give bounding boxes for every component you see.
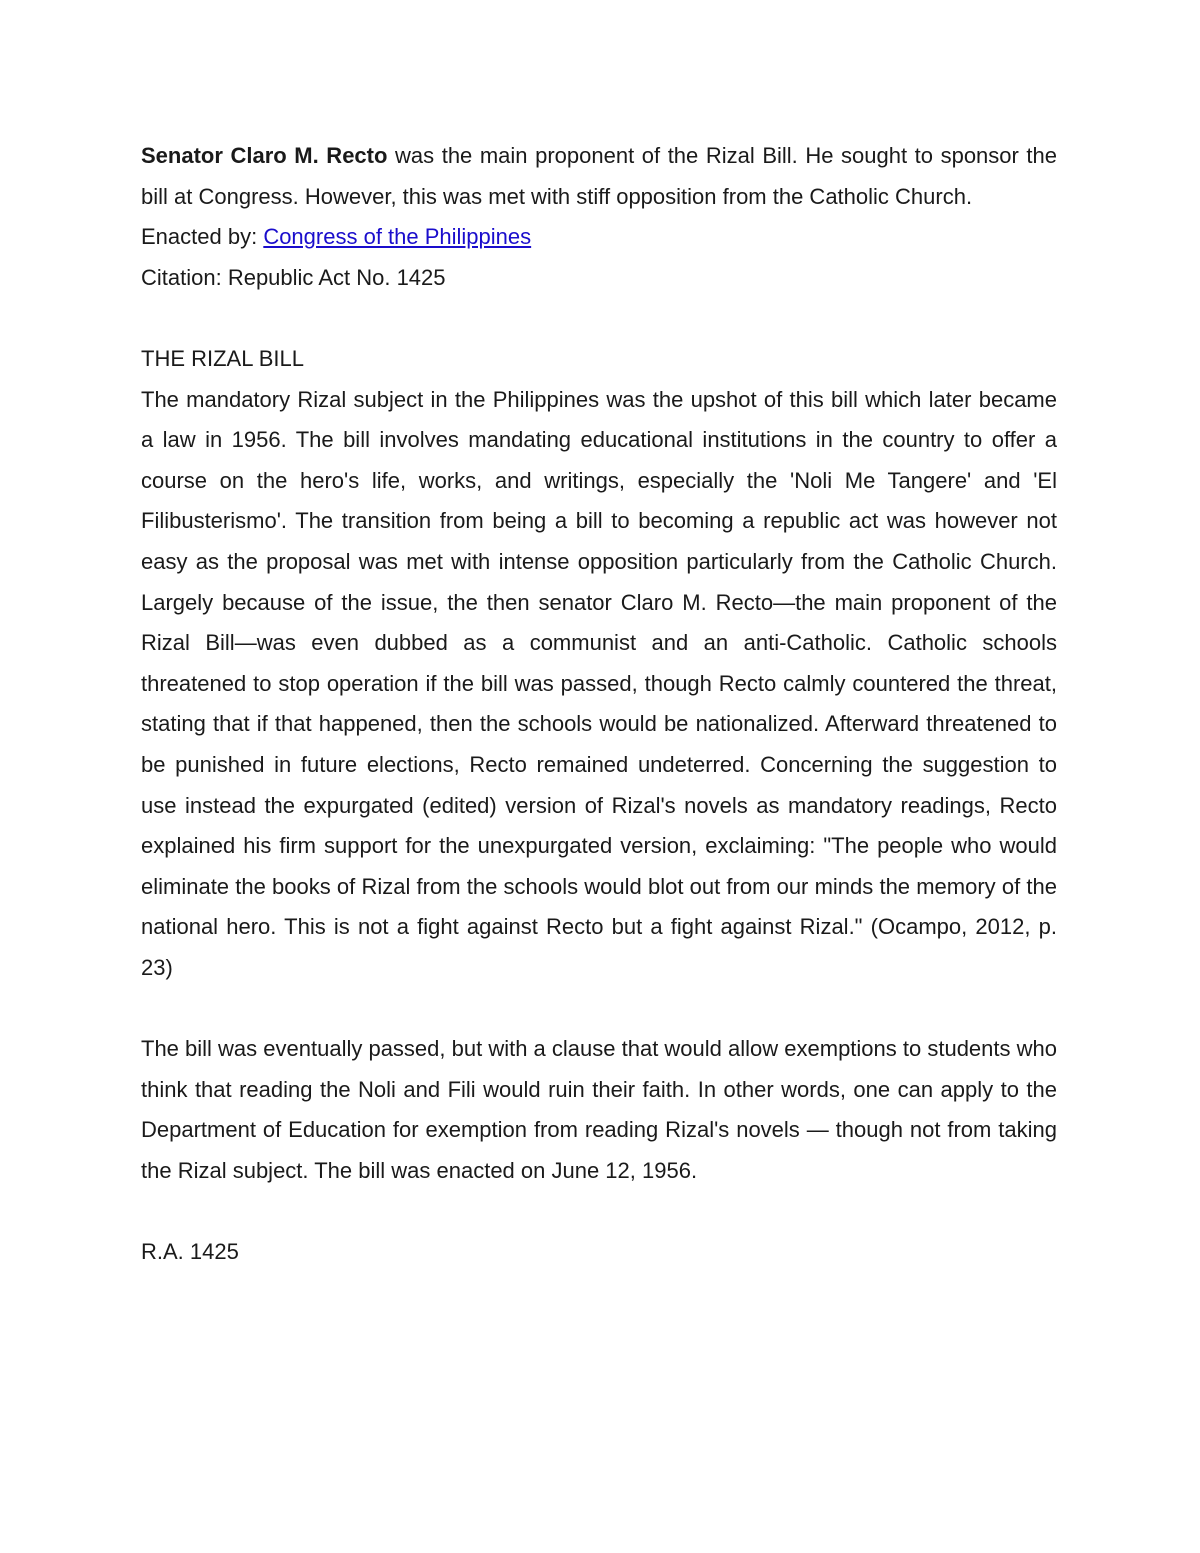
intro-paragraph [141, 136, 1057, 217]
document-page [141, 136, 1057, 1273]
spacer [141, 298, 1057, 339]
citation-line: Citation: Republic Act No. 1425 [141, 264, 446, 290]
body-paragraph: The mandatory Rizal subject in the Philippines was the upshot of this bill which later became a law in 1956. The bill involves mandating educational institutions in the country to offer a course on the hero's life, works, and writings, especially the 'Noli Me Tangere' and 'El Filibusterismo'. The transition from being a bill to becoming a republic act was however not easy as the proposal was met with intense opposition particularly from the Catholic Church. Largely because of the issue, the then senator Claro M. Recto—the main proponent of the Rizal Bill—was even dubbed as a communist and an anti-Catholic. Catholic schools threatened to stop operation if the bill was passed, though Recto calmly countered the threat, stating that if that happened, then the schools would be nationalized. Afterward threatened to be punished in future elections, Recto remained undeterred. Concerning the suggestion to use instead the expurgated (edited) version of Rizal's novels as mandatory readings, Recto explained his firm support for the unexpurgated version, exclaiming: "The people who would eliminate the books of Rizal from the schools would blot out from our minds the memory of the national hero. This is not a fight against Recto but a fight against Rizal." (Ocampo, 2012, p. 23) [141, 386, 1057, 980]
senator-name: Senator Claro M. Recto [141, 143, 388, 168]
enacted-label: Enacted by: [141, 224, 264, 250]
footer-label: R.A. 1425 [141, 1239, 239, 1265]
spacer [141, 1191, 1057, 1232]
section-title: THE RIZAL BILL [141, 345, 305, 371]
closing-paragraph: The bill was eventually passed, but with a clause that would allow exemptions to students who think that reading the Noli and Fili would ruin their faith. In other words, one can apply to the Department of Education for exemption from reading Rizal's novels — though not from taking the Rizal subject. The bill was enacted on June 12, 1956. [141, 1036, 1057, 1183]
congress-link[interactable]: Congress of the Philippines [263, 224, 532, 250]
enacted-line [141, 217, 1057, 258]
spacer [141, 988, 1057, 1029]
intro-text: was the main proponent of the Rizal Bill. He sought to sponsor the bill at Congress. However, this was met with stiff opposition from the Catholic Church. [141, 143, 1058, 209]
